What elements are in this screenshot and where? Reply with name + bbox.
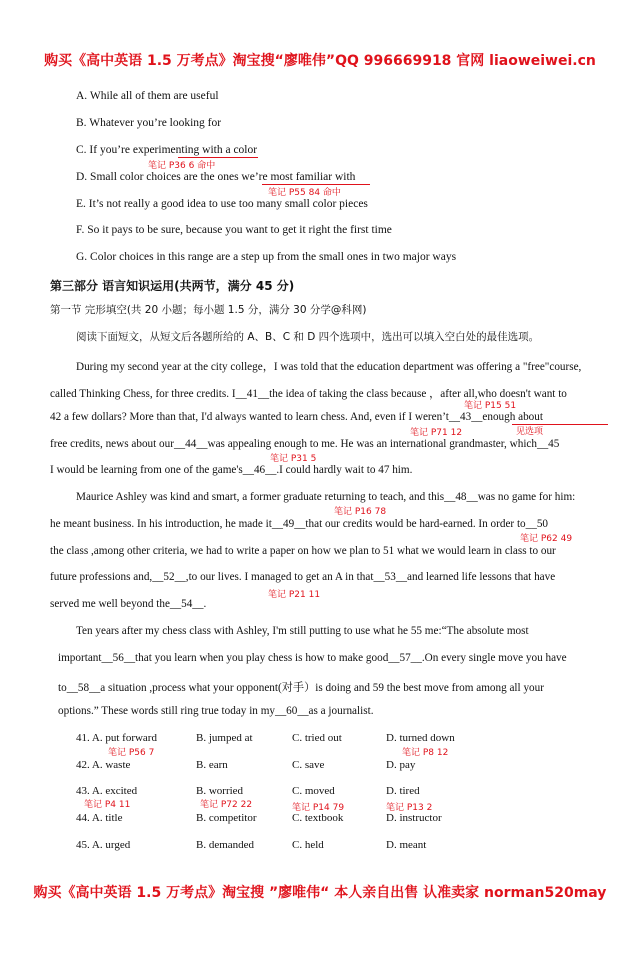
question-option-b[interactable]: B. worried <box>196 785 244 797</box>
passage-line: Ten years after my chess class with Ashley, I'm still putting to use what he 55 me:“The absolute most <box>76 625 529 637</box>
subsection-heading: 第一节 完形填空(共 20 小题；每小题 1.5 分，满分 30 分学@科网) <box>50 304 367 316</box>
passage-line: the class ,among other criteria, we had to write a paper on how we plan to 51 what we would learn in class to our <box>50 545 556 557</box>
option-f: F. So it pays to be sure, because you want to get it right the first time <box>76 224 392 236</box>
instruction-text: 阅读下面短文，从短文后各题所给的 A、B、C 和 D 四个选项中，选出可以填入空白处的最佳选项。 <box>76 331 540 343</box>
note-annotation: 笔记 P13 2 <box>386 803 433 813</box>
question-option-a[interactable]: 43. A. excited <box>76 785 138 797</box>
question-option-d[interactable]: D. meant <box>386 839 427 851</box>
option-c: C. If you’re experimenting with a color <box>76 144 258 156</box>
passage-line: served me well beyond the__54__. <box>50 598 207 610</box>
question-option-a[interactable]: 42. A. waste <box>76 759 131 771</box>
question-option-d[interactable]: D. turned down <box>386 732 455 744</box>
question-option-c[interactable]: C. save <box>292 759 325 771</box>
note-annotation: 笔记 P36 6 命中 <box>148 161 216 171</box>
question-option-c[interactable]: C. tried out <box>292 732 342 744</box>
question-option-c[interactable]: C. moved <box>292 785 335 797</box>
question-option-d[interactable]: D. pay <box>386 759 416 771</box>
passage-line: future professions and,__52__,to our lives. I managed to get an A in that__53__and learned life lessons that have <box>50 571 556 583</box>
note-annotation: 见选项 <box>516 427 544 437</box>
question-option-d[interactable]: D. tired <box>386 785 420 797</box>
note-annotation: 笔记 P31 5 <box>270 454 317 464</box>
question-option-b[interactable]: B. earn <box>196 759 228 771</box>
option-g: G. Color choices in this range are a step up from the small ones in two major ways <box>76 251 457 263</box>
question-option-d[interactable]: D. instructor <box>386 812 442 824</box>
question-option-b[interactable]: B. jumped at <box>196 732 253 744</box>
bottom-promo-banner: 购买《高中英语 1.5 万考点》淘宝搜 ”廖唯伟“ 本人亲自出售 认准卖家 norman520may <box>33 885 607 901</box>
top-promo-banner: 购买《高中英语 1.5 万考点》淘宝搜“廖唯伟”QQ 996669918 官网 liaoweiwei.cn <box>44 53 596 69</box>
note-annotation: 笔记 P21 11 <box>268 590 321 600</box>
passage-line: During my second year at the city college，I was told that the education department was offering a "free"course, <box>76 361 582 373</box>
question-option-b[interactable]: B. competitor <box>196 812 257 824</box>
passage-line: free credits, news about our__44__was appealing enough to me. He was an international grandmaster, which__45 <box>50 438 560 450</box>
passage-line: I would be learning from one of the game's__46__.I could hardly wait to 47 him. <box>50 464 413 476</box>
note-annotation: 笔记 P62 49 <box>520 534 573 544</box>
note-annotation: 笔记 P56 7 <box>108 748 155 758</box>
note-annotation: 笔记 P72 22 <box>200 800 253 810</box>
question-option-a[interactable]: 41. A. put forward <box>76 732 157 744</box>
passage-line: 42 a few dollars? More than that, I'd always wanted to learn chess. And, even if I weren’t__43__enough about <box>50 411 543 423</box>
note-annotation: 笔记 P15 51 <box>464 401 517 411</box>
option-e: E. It’s not really a good idea to use too many small color pieces <box>76 198 368 210</box>
question-option-a[interactable]: 45. A. urged <box>76 839 131 851</box>
note-annotation: 笔记 P16 78 <box>334 507 387 517</box>
passage-line: he meant business. In his introduction, he made it__49__that our credits would be hard-earned. In order to__50 <box>50 518 549 530</box>
passage-line: important__56__that you learn when you play chess is how to make good__57__.On every single move you have <box>58 652 567 664</box>
section-heading: 第三部分 语言知识运用(共两节，满分 45 分) <box>50 279 295 293</box>
question-option-c[interactable]: C. textbook <box>292 812 344 824</box>
passage-line: to__58__a situation ,process what your opponent(对手）is doing and 59 the best move from among all your <box>58 682 544 694</box>
note-annotation: 笔记 P8 12 <box>402 748 449 758</box>
option-b: B. Whatever you’re looking for <box>76 117 222 129</box>
question-option-b[interactable]: B. demanded <box>196 839 255 851</box>
question-option-c[interactable]: C. held <box>292 839 324 851</box>
passage-line: called Thinking Chess, for three credits. I__41__the idea of taking the class because ，after all,who doesn't want to <box>50 388 567 400</box>
annotation-underline <box>512 424 608 425</box>
passage-line: options.” These words still ring true today in my__60__as a journalist. <box>58 705 374 717</box>
note-annotation: 笔记 P71 12 <box>410 428 463 438</box>
option-d: D. Small color choices are the ones we’re most familiar with <box>76 171 356 183</box>
note-annotation: 笔记 P4 11 <box>84 800 131 810</box>
question-option-a[interactable]: 44. A. title <box>76 812 123 824</box>
note-annotation: 笔记 P14 79 <box>292 803 345 813</box>
option-a: A. While all of them are useful <box>76 90 219 102</box>
passage-line: Maurice Ashley was kind and smart, a former graduate returning to teach, and this__48__was no game for him: <box>76 491 576 503</box>
note-annotation: 笔记 P55 84 命中 <box>268 188 341 198</box>
